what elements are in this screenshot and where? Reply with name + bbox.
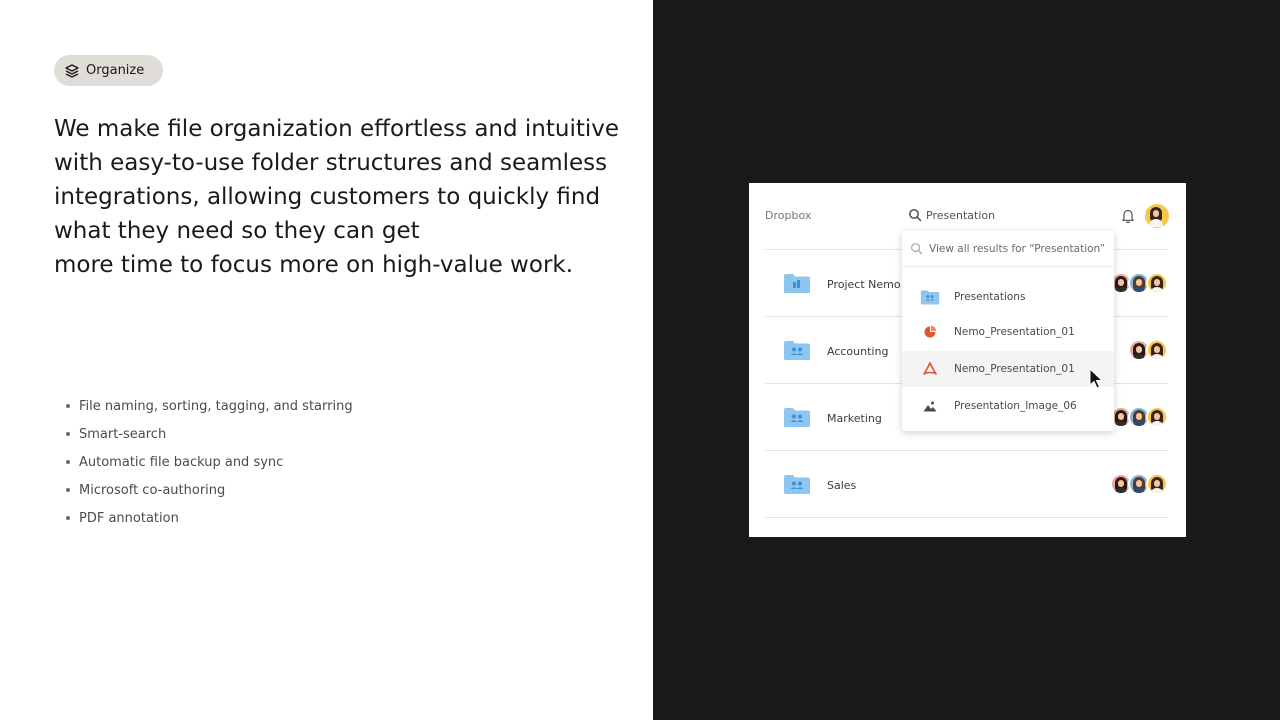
avatar-shoulder [1114,488,1128,495]
headline-line: more time to focus more on high-value work. [54,252,574,278]
folder-row[interactable] [765,450,1168,517]
dropbox-app-mockup [749,183,1186,537]
feature-text: PDF annotation [79,510,179,526]
avatar-face [1118,480,1124,487]
avatar-shoulder [1150,354,1164,361]
avatar-shoulder [1150,488,1164,495]
avatar-face [1136,480,1142,487]
avatar-face [1154,413,1160,420]
avatar-shoulder [1114,287,1128,294]
search-results-dropdown [902,231,1114,431]
avatar-shoulder [1132,287,1146,294]
shared-folder-icon [783,272,811,298]
folder-name: Sales [827,479,857,492]
member-avatars [1114,406,1168,428]
feature-text: Automatic file backup and sync [79,454,284,470]
team-folder-icon [783,473,811,499]
member-avatars [1114,272,1168,294]
result-name: Presentations [954,291,1026,303]
result-item[interactable] [902,279,1114,315]
mouse-cursor-icon [1089,368,1103,390]
avatar-face [1118,413,1124,420]
avatar [1145,204,1169,228]
result-item[interactable] [902,351,1114,387]
avatar-face [1136,413,1142,420]
member-avatars [1114,473,1168,495]
headline-line: what they need so they can get [54,218,420,244]
view-all-label: View all results for “Presentation” [929,242,1106,255]
avatar [1146,339,1168,361]
pdf-file-icon [920,359,940,379]
folder-name: Accounting [827,345,889,358]
avatar-shoulder [1132,421,1146,428]
feature-item [66,420,353,448]
avatar-shoulder [1132,354,1146,361]
bullet-dot [66,404,70,408]
search-icon [910,242,923,255]
divider [765,517,1168,518]
bullet-dot [66,488,70,492]
bullet-dot [66,460,70,464]
avatar [1146,272,1168,294]
organize-badge [54,55,163,86]
avatar-face [1153,210,1159,217]
team-folder-icon [783,339,811,365]
headline-line: We make file organization effortless and intuitive [54,116,620,142]
bell-icon[interactable] [1121,208,1135,223]
avatar-face [1118,279,1124,286]
team-folder-icon [783,406,811,432]
headline-line: with easy-to-use folder structures and seamless [54,150,608,176]
avatar-shoulder [1150,287,1164,294]
headline [54,112,644,282]
avatar-face [1136,346,1142,353]
avatar-shoulder [1150,421,1164,428]
pie-chart-file-icon [920,322,940,342]
bullet-dot [66,432,70,436]
result-name: Nemo_Presentation_01 [954,363,1075,375]
feature-item [66,504,353,532]
avatar [1146,473,1168,495]
member-avatars [1132,339,1168,361]
headline-line: integrations, allowing customers to quickly find [54,184,601,210]
feature-item [66,392,353,420]
avatar-face [1136,279,1142,286]
brand-label[interactable]: Dropbox [765,209,812,222]
feature-item [66,448,353,476]
feature-text: Microsoft co-authoring [79,482,226,498]
avatar-shoulder [1132,488,1146,495]
layers-icon [64,63,80,79]
result-item[interactable] [902,388,1114,424]
user-avatar[interactable] [1145,204,1169,228]
search-icon [908,208,922,222]
feature-list [66,392,353,532]
feature-text: Smart-search [79,426,167,442]
folder-icon [920,287,940,307]
avatar-face [1154,480,1160,487]
result-name: Nemo_Presentation_01 [954,326,1075,338]
result-name: Presentation_Image_06 [954,400,1077,412]
avatar-shoulder [1149,219,1163,227]
avatar [1146,406,1168,428]
view-all-results[interactable] [902,231,1114,267]
feature-item [66,476,353,504]
feature-text: File naming, sorting, tagging, and starring [79,398,353,414]
folder-name: Project Nemo [827,278,901,291]
bullet-dot [66,516,70,520]
search-input[interactable]: Presentation [926,208,996,222]
avatar-shoulder [1114,421,1128,428]
folder-name: Marketing [827,412,882,425]
avatar-face [1154,279,1160,286]
badge-label: Organize [86,63,145,78]
image-file-icon [920,396,940,416]
result-item[interactable] [902,314,1114,350]
avatar-face [1154,346,1160,353]
search-box[interactable] [902,203,1113,227]
